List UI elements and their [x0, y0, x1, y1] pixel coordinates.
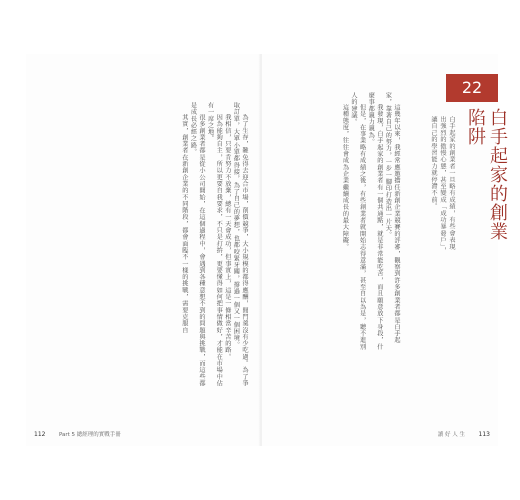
left-page-body: [34, 102, 248, 390]
left-paragraph: 因為能夠自主，所以更要自我要求，不只是打拚，更要懂得如何把事情做好，才能在市場中佔有一席之地。: [206, 102, 223, 388]
chapter-number: 22: [446, 74, 498, 102]
left-paragraph: 我相信，只要肯努力不放棄，總有一天會成功，但事實上，這是一條相當辛苦的路。: [223, 114, 231, 361]
right-paragraph: 這種態度，往往會成為企業繼續成長的最大障礙。: [341, 104, 349, 251]
right-paragraph: 我發現，白手起家的創業者有一個共通點，就是非常能吃苦，而且願意放下身段，什麼事都親力親為。: [367, 92, 383, 351]
left-paragraph: 為了生存，難免得去迎合市場，削價競爭，大小規模的都得應酬，閒門羹沒有少吃過。為了爭取訂單，大單小單都得接，為了自己的夢想，也都咬緊牙關，撐過一個又一個困境。: [232, 102, 248, 388]
right-footer: [438, 430, 490, 438]
left-running-title: Part 5 總經理的實戰手冊: [58, 432, 121, 438]
left-paragraph: 其實，創業者在新創企業的不同階段，都會面臨不一樣的挑戰，需要克服自: [180, 114, 188, 334]
right-running-title: 讀 好 人 生: [437, 432, 466, 438]
chapter-title: 白手起家的創業陷阱: [465, 108, 508, 241]
right-page-body: [280, 92, 400, 356]
right-paragraph: 但是，在事業略有成績之後，有些創業者就開始志得意滿，甚至自以為是，聽不進別人的建議。: [350, 92, 366, 351]
right-paragraph: 這幾年以來，我經常應邀擔任新創企業競賽的評審，觀察到許多創業者都是白手起家，靠著自己的努力，一步一腳印打造出一片天。: [384, 92, 400, 344]
left-page: [26, 54, 262, 446]
right-page-number: 113: [478, 431, 490, 438]
left-page-number: 112: [34, 431, 46, 438]
chapter-lead: 白手起家的創業者一旦略有成績，有些會表現出強烈的傲慢心態，甚至變成「成功暴發戶」，讓自己的學習能力就停滯不前。: [430, 116, 455, 254]
left-footer: [34, 430, 121, 438]
right-page: [262, 54, 508, 446]
left-paragraph: 很多創業者都是從小公司開始，在這個過程中，會遇到各種意想不到的問題與挑戰，而這些都是成長必經之路。: [189, 102, 206, 388]
